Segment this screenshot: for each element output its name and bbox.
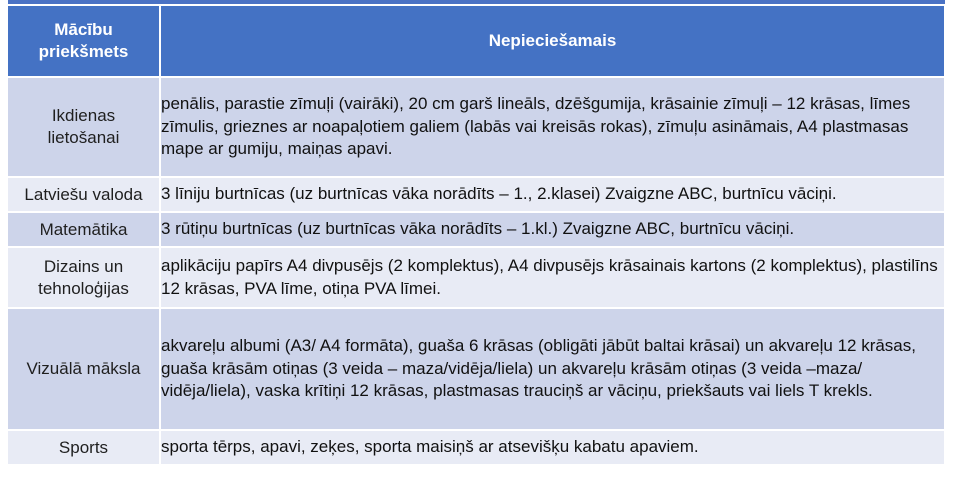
items-cell: akvareļu albumi (A3/ A4 formāta), guaša 6 krāsas (obligāti jābūt baltai krāsai) un akvareļu 12 krāsas, guaša krāsām otiņas (3 veida – maza/vidēja/liela) un akvareļu krāsām otiņas (3 veida –maza/ vidēja/liela), vaska krītiņi 12 krāsas, plastmasas trauciņš ar vāciņu, priekšauts vai liels T krekls. [160, 308, 945, 430]
subject-cell: Latviešu valoda [8, 177, 160, 212]
subject-cell: Vizuālā māksla [8, 308, 160, 430]
items-cell: sporta tērps, apavi, zeķes, sporta maisiņš ar atsevišķu kabatu apaviem. [160, 430, 945, 465]
table-row [8, 247, 945, 308]
subject-cell: Dizains un tehnoloģijas [8, 247, 160, 308]
header-needed: Nepieciešamais [160, 6, 945, 77]
items-cell: penālis, parastie zīmuļi (vairāki), 20 cm garš lineāls, dzēšgumija, krāsainie zīmuļi – 12 krāsas, līmes zīmulis, grieznes ar noapaļotiem galiem (labās vai kreisās rokas), zīmuļu asināmais, A4 plastmasas mape ar gumiju, maiņas apavi. [160, 77, 945, 177]
top-accent-line [8, 0, 945, 4]
subject-cell: Sports [8, 430, 160, 465]
items-cell: 3 rūtiņu burtnīcas (uz burtnīcas vāka norādīts – 1.kl.) Zvaigzne ABC, burtnīcu vāciņi. [160, 212, 945, 247]
table-row [8, 212, 945, 247]
items-cell: aplikāciju papīrs A4 divpusējs (2 komplektus), A4 divpusējs krāsainais kartons (2 komplektus), plastilīns 12 krāsas, PVA līme, otiņa PVA līmei. [160, 247, 945, 308]
table-row [8, 177, 945, 212]
table-row [8, 430, 945, 465]
items-cell: 3 līniju burtnīcas (uz burtnīcas vāka norādīts – 1., 2.klasei) Zvaigzne ABC, burtnīcu vāciņi. [160, 177, 945, 212]
school-supplies-table [8, 6, 946, 466]
subject-cell: Ikdienas lietošanai [8, 77, 160, 177]
table-row [8, 308, 945, 430]
table-header-row [8, 6, 945, 77]
subject-cell: Matemātika [8, 212, 160, 247]
table-row [8, 77, 945, 177]
header-subject: Mācību priekšmets [8, 6, 160, 77]
